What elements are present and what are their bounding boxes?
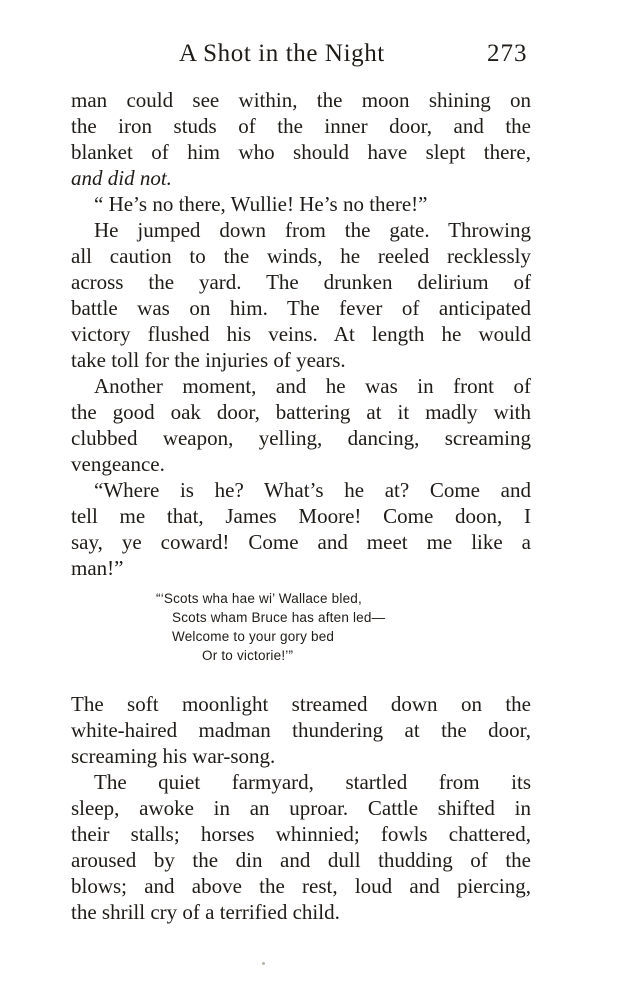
verse-quotation [156, 589, 531, 665]
text-line: man could see within, the moon shining on [71, 88, 531, 112]
text-line: screaming his war-song. [71, 744, 276, 768]
page-number: 273 [487, 40, 528, 67]
text-line: The soft moonlight streamed down on the [71, 692, 531, 716]
text-line: all caution to the winds, he reeled recklessly [71, 244, 531, 268]
text-line: “ He’s no there, Wullie! He’s no there!” [94, 192, 428, 216]
text-line: the iron studs of the inner door, and the [71, 114, 531, 138]
text-line: and did not. [71, 166, 172, 190]
text-line: victory flushed his veins. At length he would [71, 322, 531, 346]
text-line: The quiet farmyard, startled from its [94, 770, 531, 794]
text-line: their stalls; horses whinnied; fowls chattered, [71, 822, 531, 846]
verse-line: Or to victorie!’” [202, 648, 294, 663]
verse-line: Welcome to your gory bed [172, 629, 335, 644]
running-title: A Shot in the Night [179, 40, 385, 67]
text-line: blows; and above the rest, loud and piercing, [71, 874, 531, 898]
body-text [71, 87, 531, 925]
text-line: “Where is he? What’s he at? Come and [94, 478, 531, 502]
running-head [0, 40, 635, 74]
text-line: sleep, awoke in an uproar. Cattle shifted in [71, 796, 531, 820]
text-line: the shrill cry of a terrified child. [71, 900, 340, 924]
text-line: man!” [71, 556, 124, 580]
text-line: He jumped down from the gate. Throwing [94, 218, 531, 242]
text-line: vengeance. [71, 452, 165, 476]
text-line: across the yard. The drunken delirium of [71, 270, 531, 294]
text-line: blanket of him who should have slept there, [71, 140, 531, 164]
text-line: tell me that, James Moore! Come doon, I [71, 504, 531, 528]
text-line: white-haired madman thundering at the door, [71, 718, 531, 742]
text-line: clubbed weapon, yelling, dancing, screaming [71, 426, 531, 450]
paragraph-gap [71, 673, 531, 691]
verse-line: “‘Scots wha hae wi’ Wallace bled, [156, 591, 362, 606]
text-line: Another moment, and he was in front of [94, 374, 531, 398]
verse-line: Scots wham Bruce has aften led— [172, 610, 386, 625]
text-line: battle was on him. The fever of anticipated [71, 296, 531, 320]
paper-speck [262, 962, 265, 965]
text-line: the good oak door, battering at it madly with [71, 400, 531, 424]
text-line: say, ye coward! Come and meet me like a [71, 530, 531, 554]
text-line: take toll for the injuries of years. [71, 348, 346, 372]
text-line: aroused by the din and dull thudding of the [71, 848, 531, 872]
